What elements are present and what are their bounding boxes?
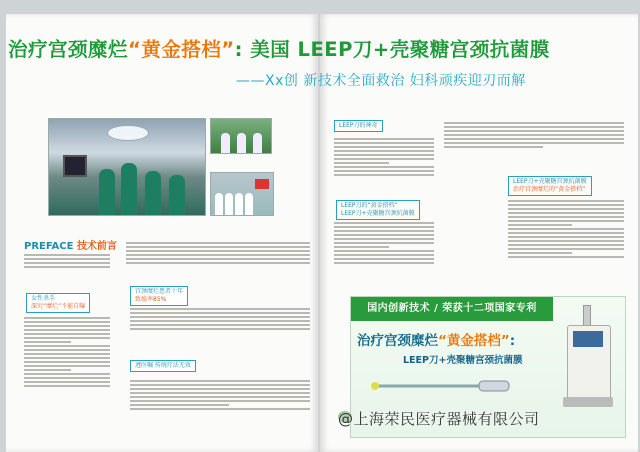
text-line	[334, 146, 434, 148]
text-line	[130, 324, 310, 326]
text-line	[24, 345, 110, 347]
text-line	[508, 248, 624, 250]
text-line	[24, 349, 110, 351]
preface-body	[24, 252, 110, 278]
section-label: LEEP刀的神奇	[339, 122, 378, 129]
company-watermark: @上海荣民医疗器械有限公司	[338, 410, 540, 428]
doctor-figure	[237, 133, 246, 153]
column-body	[334, 220, 434, 290]
probe-tip	[371, 382, 379, 390]
text-line	[508, 240, 624, 242]
text-line	[508, 236, 624, 238]
text-line	[126, 254, 310, 256]
probe-handle	[479, 381, 509, 391]
text-line	[508, 232, 624, 234]
column-body	[334, 136, 434, 196]
text-line	[126, 250, 310, 252]
text-line	[126, 258, 310, 260]
leep-probe-illustration	[369, 371, 519, 401]
intro-body	[126, 240, 310, 280]
text-line	[508, 208, 624, 210]
text-line	[130, 380, 310, 382]
text-line	[130, 396, 310, 398]
text-line	[24, 329, 110, 331]
text-line	[508, 252, 572, 254]
surgeon-figure	[169, 175, 185, 215]
leep-machine-illustration	[557, 305, 619, 413]
ad-banner: 国内创新技术 / 荣获十二项国家专利	[351, 297, 553, 321]
text-line	[334, 154, 434, 156]
text-line	[130, 308, 310, 310]
text-line	[334, 226, 434, 228]
text-line	[24, 341, 71, 343]
ad-title-highlight: “黄金搭档”	[438, 333, 510, 349]
text-line	[334, 142, 434, 144]
ad-subtitle: LEEP刀+壳聚糖宫颈抗菌膜	[403, 355, 523, 366]
staff-figure	[235, 193, 243, 215]
column-body	[130, 378, 310, 428]
text-line	[24, 373, 110, 375]
headline-highlight: “黄金搭档”	[128, 38, 235, 61]
page-subhead: ——Xx创 新技术全面救治 妇科顽疾迎刃而解	[236, 73, 526, 89]
text-line	[508, 256, 624, 258]
column-body	[444, 120, 624, 164]
text-line	[130, 404, 229, 406]
text-line	[334, 162, 389, 164]
text-line	[334, 158, 434, 160]
text-line	[130, 312, 310, 314]
surgeon-figure	[145, 171, 161, 215]
text-line	[24, 258, 110, 260]
banner-flag	[255, 179, 269, 189]
text-line	[334, 262, 434, 264]
text-line	[130, 384, 310, 386]
preface-cn: 技术前言	[76, 241, 117, 252]
text-line	[24, 361, 110, 363]
surgeon-figure	[121, 163, 137, 215]
medical-team-photo	[210, 118, 272, 154]
ad-title-prefix: 治疗宫颈糜烂	[357, 333, 438, 349]
doctor-figure	[221, 133, 230, 153]
text-line	[334, 250, 434, 252]
text-line	[24, 321, 110, 323]
section-label: 宫颈糜烂患者十年	[135, 288, 184, 295]
text-line	[444, 138, 624, 140]
staff-group-photo	[210, 172, 274, 216]
section-box	[26, 293, 90, 313]
text-line	[334, 138, 434, 140]
text-line	[24, 325, 110, 327]
text-line	[126, 242, 310, 244]
text-line	[334, 166, 434, 168]
text-line	[24, 262, 110, 264]
text-line	[126, 246, 310, 248]
text-line	[334, 174, 434, 176]
text-line	[24, 385, 110, 387]
text-line	[334, 246, 389, 248]
staff-figure	[215, 193, 223, 215]
text-line	[444, 122, 624, 124]
text-line	[508, 228, 624, 230]
preface-heading	[24, 237, 117, 252]
section-box	[334, 120, 383, 132]
surgical-lamp	[107, 125, 149, 141]
text-line	[444, 130, 624, 132]
column-body	[24, 315, 110, 425]
monitor-screen	[63, 155, 87, 177]
text-line	[130, 320, 310, 322]
text-line	[126, 262, 310, 264]
text-line	[334, 258, 434, 260]
text-line	[24, 266, 110, 268]
text-line	[334, 234, 434, 236]
text-line	[24, 333, 110, 335]
text-line	[508, 200, 624, 202]
text-line	[130, 392, 310, 394]
ad-title	[357, 329, 515, 349]
text-line	[444, 126, 624, 128]
preface-en: PREFACE	[24, 241, 74, 252]
text-line	[24, 254, 110, 256]
text-line	[24, 353, 110, 355]
section-box	[508, 176, 592, 196]
text-line	[508, 216, 624, 218]
section-sub: 致癌率85%	[135, 296, 167, 303]
section-label: 女性杀手	[31, 295, 56, 302]
text-line	[508, 220, 624, 222]
staff-figure	[245, 193, 253, 215]
text-line	[508, 224, 572, 226]
text-line	[444, 142, 624, 144]
section-label: 遵医嘱 传统疗法无效	[135, 362, 191, 369]
section-label: LEEP刀的“黄金搭档”	[341, 202, 398, 209]
text-line	[334, 150, 434, 152]
machine-panel	[573, 331, 603, 347]
text-line	[444, 146, 543, 148]
section-sub: 深究“糜烂”不能自曝	[31, 303, 86, 310]
text-line	[24, 377, 110, 379]
section-label: LEEP刀+壳聚糖宫颈抗菌膜	[513, 178, 587, 185]
doctor-figure	[253, 133, 262, 153]
text-line	[444, 134, 624, 136]
ad-title-suffix: :	[509, 333, 516, 349]
text-line	[334, 230, 434, 232]
machine-base	[563, 397, 613, 407]
page-headline	[8, 34, 634, 62]
column-body	[130, 306, 310, 346]
text-line	[24, 381, 110, 383]
text-line	[24, 317, 110, 319]
text-line	[334, 238, 434, 240]
headline-prefix: 治疗宫颈糜烂	[8, 38, 129, 61]
section-box	[130, 360, 196, 372]
text-line	[508, 244, 624, 246]
text-line	[130, 328, 310, 330]
text-line	[130, 400, 310, 402]
text-line	[334, 242, 434, 244]
column-body	[508, 198, 624, 288]
section-box	[336, 200, 420, 220]
text-line	[24, 337, 110, 339]
text-line	[508, 212, 624, 214]
headline-suffix: : 美国 LEEP刀+壳聚糖宫颈抗菌膜	[234, 38, 550, 61]
section-sub: LEEP刀+壳聚糖宫颈抗菌膜	[341, 210, 415, 217]
operating-room-photo	[48, 118, 206, 216]
surgeon-figure	[99, 169, 115, 215]
text-line	[24, 357, 110, 359]
section-sub: 治疗宫颈糜烂的“黄金搭档”	[513, 186, 586, 193]
text-line	[24, 365, 110, 367]
text-line	[24, 369, 71, 371]
text-line	[130, 388, 310, 390]
text-line	[334, 222, 434, 224]
section-box	[130, 286, 188, 306]
text-line	[334, 254, 434, 256]
text-line	[130, 408, 310, 410]
text-line	[130, 316, 310, 318]
staff-figure	[225, 193, 233, 215]
text-line	[334, 170, 434, 172]
text-line	[508, 204, 624, 206]
